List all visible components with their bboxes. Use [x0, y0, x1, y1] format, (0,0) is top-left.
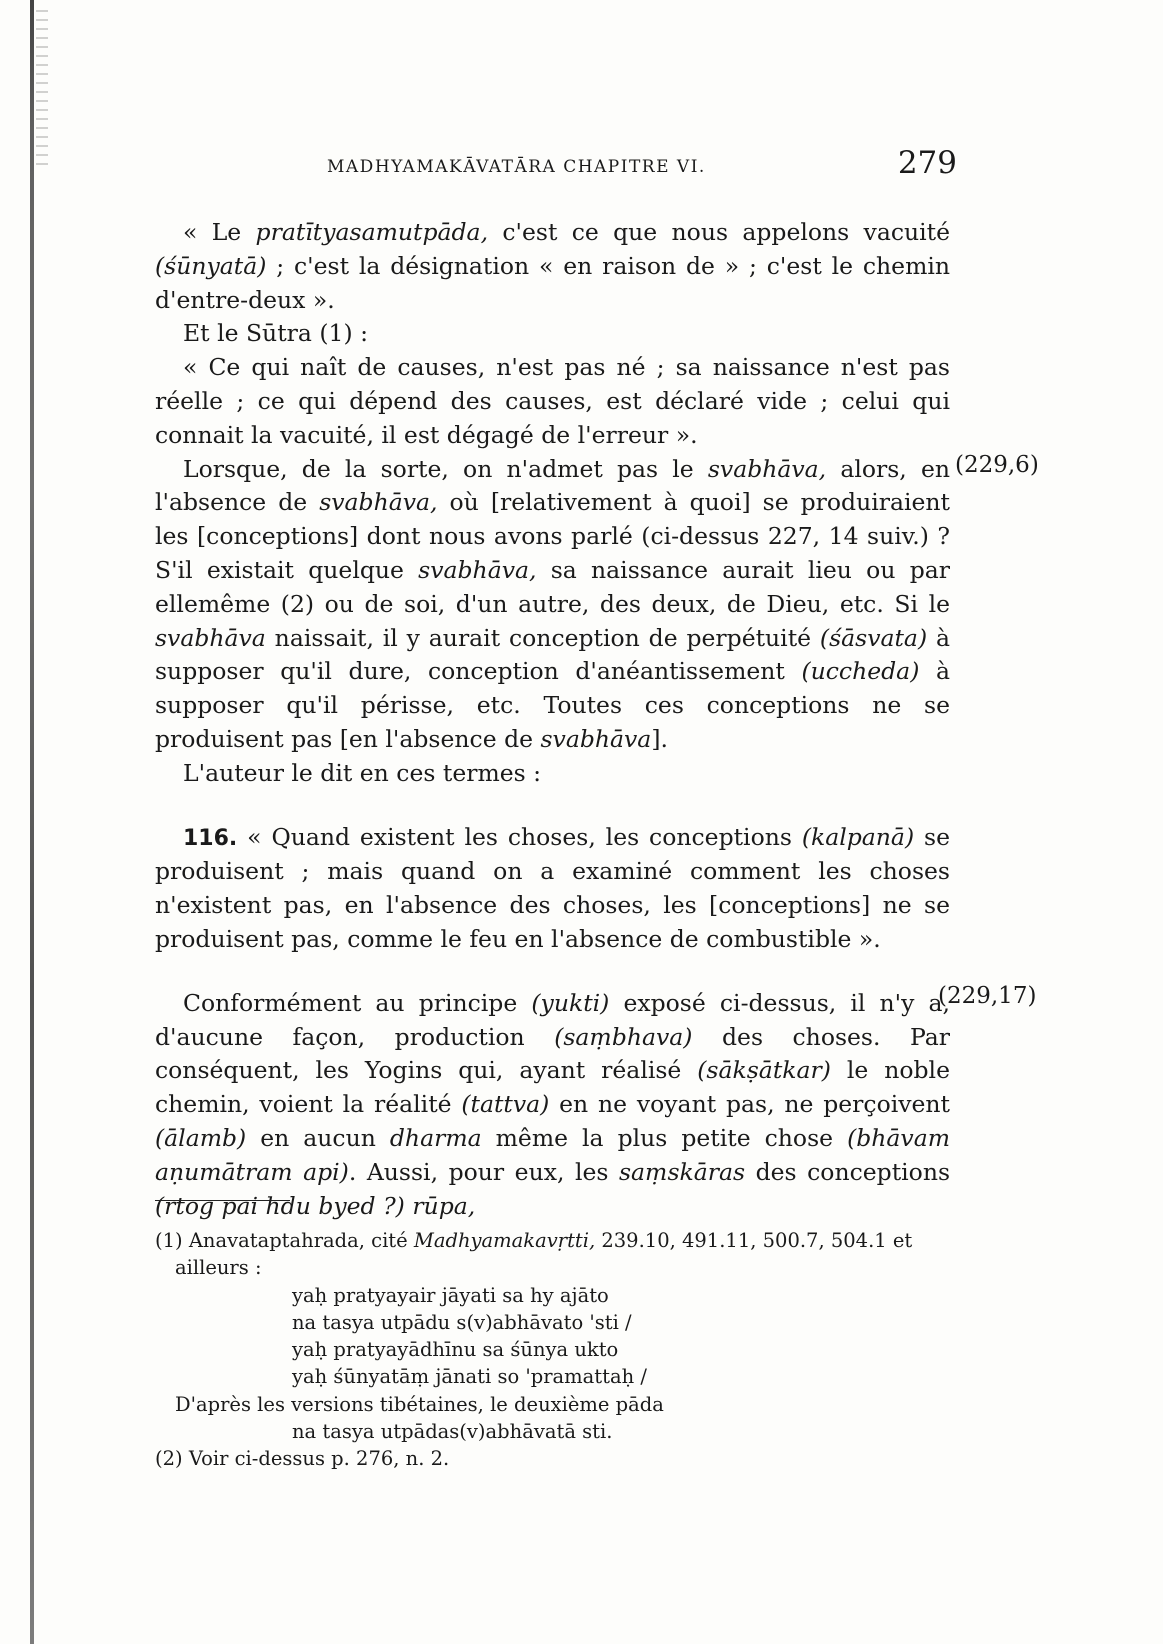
scan-speckle	[36, 10, 48, 170]
footnote-1-variant: na tasya utpādas(v)abhāvatā sti.	[292, 1420, 613, 1444]
paragraph-1: « Le pratītyasamutpāda, c'est ce que nous appelons vacuité (śūnyatā) ; c'est la désignation « en raison de » ; c'est le chemin d'entre-deux ».	[155, 218, 950, 314]
footnote-2: (2) Voir ci-dessus p. 276, n. 2.	[155, 1447, 450, 1471]
footnote-1-comment: D'après les versions tibétaines, le deuxième pāda	[175, 1392, 664, 1416]
footnote-rule	[155, 1200, 290, 1201]
main-text	[155, 216, 950, 1223]
page-number: 279	[897, 145, 957, 181]
verse-number: 116.	[183, 825, 238, 851]
footnotes	[155, 1227, 950, 1473]
paragraph-3: « Ce qui naît de causes, n'est pas né ; sa naissance n'est pas réelle ; ce qui dépend des causes, est déclaré vide ; celui qui connait la vacuité, il est dégagé de l'erreur ».	[155, 353, 950, 449]
sanskrit-verse-line: yaḥ pratyayair jāyati sa hy ajāto	[292, 1283, 609, 1307]
verse-116: 116. « Quand existent les choses, les conceptions (kalpanā) se produisent ; mais quand on a examiné comment les choses n'existent pas, en l'absence des choses, les [conceptions] ne se produisent pas, comme le feu en l'absence de combustible ».	[155, 822, 950, 953]
margin-reference: (229,6)	[955, 452, 1039, 478]
sanskrit-verse-line: yaḥ śūnyatāṃ jānati so 'pramattaḥ /	[292, 1365, 647, 1389]
scan-binding-edge	[30, 0, 34, 1644]
footnote-1: (1) Anavataptahrada, cité Madhyamakavṛtti, 239.10, 491.11, 500.7, 504.1 et ailleurs :	[155, 1229, 913, 1280]
paragraph-4: Lorsque, de la sorte, on n'admet pas le svabhāva, alors, en l'absence de svabhāva, où [relativement à quoi] se produiraient les [conceptions] dont nous avons parlé (ci-dessus 227, 14 suiv.) ? S'il existait quelque svabhāva, sa naissance aurait lieu ou par ellemême (2) ou de soi, d'un autre, des deux, de Dieu, etc. Si le svabhāva naissait, il y aurait conception de perpétuité (śāsvata) à supposer qu'il dure, conception d'anéantissement (uccheda) à supposer qu'il périsse, etc. Toutes ces conceptions ne se produisent pas [en l'absence de svabhāva].	[155, 454, 950, 753]
paragraph-5: L'auteur le dit en ces termes :	[183, 758, 542, 787]
margin-reference: (229,17)	[938, 983, 1037, 1009]
paragraph-2: Et le Sūtra (1) :	[183, 319, 369, 348]
running-title: MADHYAMAKĀVATĀRA CHAPITRE VI.	[327, 157, 706, 177]
sanskrit-verse-line: yaḥ pratyayādhīnu sa śūnya ukto	[292, 1338, 619, 1362]
page-header	[327, 145, 957, 185]
sanskrit-verse-line: na tasya utpādu s(v)abhāvato 'sti /	[292, 1310, 632, 1334]
paragraph-6: Conformément au principe (yukti) exposé ci-dessus, il n'y a, d'aucune façon, production (saṃbhava) des choses. Par conséquent, les Yogins qui, ayant réalisé (sākṣātkar) le noble chemin, voient la réalité (tattva) en ne voyant pas, ne perçoivent (ālamb) en aucun dharma même la plus petite chose (bhāvam aṇumātram api). Aussi, pour eux, les saṃskāras des conceptions (rtog pai hdu byed ?) rūpa,	[155, 988, 951, 1220]
